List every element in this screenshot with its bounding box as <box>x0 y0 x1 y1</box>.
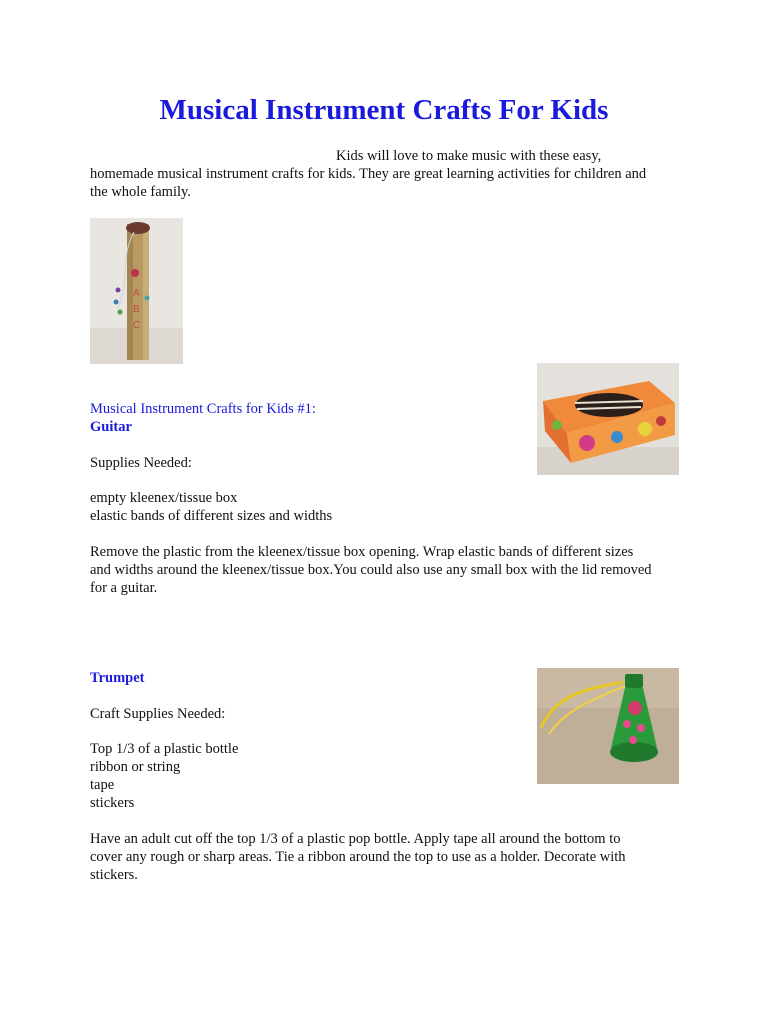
list-item: stickers <box>90 795 135 811</box>
list-item: ribbon or string <box>90 759 181 775</box>
trumpet-photo <box>537 668 679 784</box>
instruction-line: stickers. <box>90 867 138 883</box>
trumpet-instructions <box>90 830 626 884</box>
intro-paragraph <box>90 147 680 201</box>
instruction-line: and widths around the kleenex/tissue box.You could also use any small box with the lid removed <box>90 562 652 578</box>
list-item: elastic bands of different sizes and widths <box>90 508 333 524</box>
guitar-heading: Musical Instrument Crafts for Kids #1: <box>90 401 316 417</box>
instruction-line: for a guitar. <box>90 580 158 596</box>
intro-line: Kids will love to make music with these easy, <box>336 148 602 164</box>
guitar-name: Guitar <box>90 419 132 435</box>
svg-text:A: A <box>133 288 140 299</box>
guitar-photo <box>537 363 679 475</box>
intro-line: the whole family. <box>90 184 191 200</box>
guitar-supplies-heading: Supplies Needed: <box>90 455 192 471</box>
svg-text:C: C <box>133 320 141 331</box>
trumpet-supplies-list <box>90 740 238 812</box>
svg-text:B: B <box>133 304 140 315</box>
trumpet-supplies-heading: Craft Supplies Needed: <box>90 706 226 722</box>
intro-line: homemade musical instrument crafts for kids. They are great learning activities for children and <box>90 166 647 182</box>
instruction-line: Have an adult cut off the top 1/3 of a plastic pop bottle. Apply tape all around the bottom to <box>90 831 621 847</box>
guitar-instructions <box>90 543 652 597</box>
page-title: Musical Instrument Crafts For Kids <box>159 94 609 126</box>
instruction-line: cover any rough or sharp areas. Tie a ribbon around the top to use as a holder. Decorate with <box>90 849 626 865</box>
list-item: tape <box>90 777 115 793</box>
list-item: Top 1/3 of a plastic bottle <box>90 741 239 757</box>
trumpet-heading: Trumpet <box>90 670 145 686</box>
instruction-line: Remove the plastic from the kleenex/tissue box opening. Wrap elastic bands of different sizes <box>90 544 634 560</box>
rainstick-photo <box>90 218 183 364</box>
list-item: empty kleenex/tissue box <box>90 490 238 506</box>
guitar-supplies-list <box>90 489 332 525</box>
guitar-section-heading <box>90 400 316 436</box>
